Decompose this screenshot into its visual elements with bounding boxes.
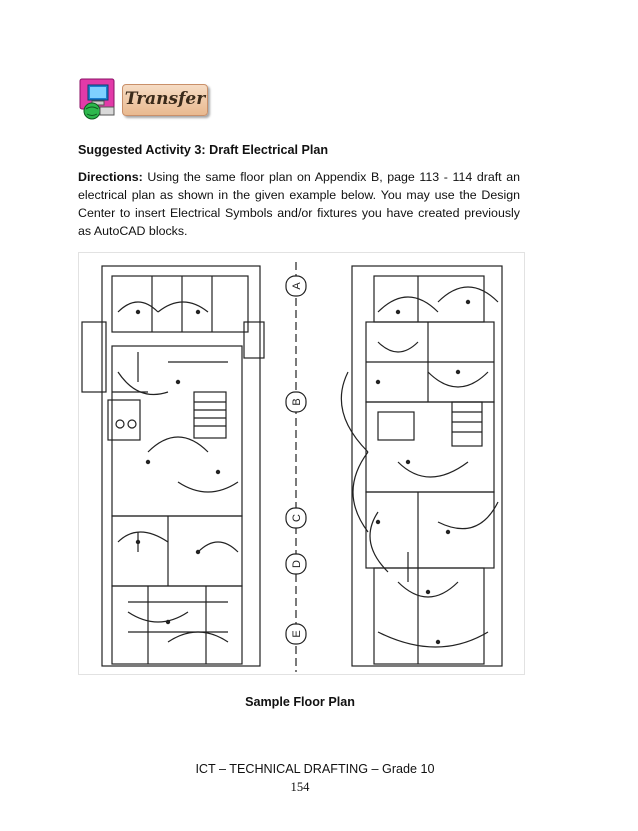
left-plan-stair bbox=[194, 392, 226, 438]
right-plan-lower bbox=[366, 492, 494, 568]
transfer-label-box bbox=[122, 84, 208, 116]
floor-plan-figure bbox=[78, 252, 525, 675]
grid-label-c: C bbox=[291, 514, 303, 522]
right-plan-mid bbox=[366, 402, 494, 492]
left-plan-living bbox=[112, 346, 242, 516]
page-footer: ICT – TECHNICAL DRAFTING – Grade 10 bbox=[195, 762, 435, 776]
grid-label-e: E bbox=[291, 630, 303, 638]
right-plan-bottom bbox=[374, 568, 484, 664]
left-plan-outline bbox=[102, 266, 260, 666]
right-plan-bath bbox=[378, 412, 414, 440]
computer-globe-icon bbox=[78, 77, 124, 121]
grid-label-a: A bbox=[291, 282, 303, 290]
floor-plan-drawing bbox=[78, 252, 525, 675]
directions-lead: Directions: bbox=[78, 170, 143, 184]
right-plan-top bbox=[374, 276, 484, 322]
left-plan-porch-right bbox=[244, 322, 264, 358]
grid-label-b: B bbox=[291, 398, 303, 406]
left-plan-lower bbox=[112, 516, 242, 586]
directions-paragraph bbox=[78, 168, 520, 240]
figure-caption: Sample Floor Plan bbox=[245, 695, 355, 709]
page-number: 154 bbox=[290, 780, 310, 794]
grid-label-d: D bbox=[291, 560, 303, 568]
left-plan-kitchen-box bbox=[108, 400, 140, 440]
transfer-banner bbox=[78, 77, 210, 121]
left-plan-garage bbox=[112, 586, 242, 664]
directions-text: Using the same floor plan on Appendix B, page 113 - 114 draft an electrical plan as shown in the given example below. You may use the Design Center to insert Electrical Symbols and/or fixtures you have created previously as AutoCAD blocks. bbox=[78, 170, 520, 238]
right-plan-stair bbox=[452, 402, 482, 446]
left-plan-upper-rooms bbox=[112, 276, 248, 332]
activity-title: Suggested Activity 3: Draft Electrical Plan bbox=[78, 143, 329, 157]
transfer-label: Transfer bbox=[124, 89, 206, 109]
